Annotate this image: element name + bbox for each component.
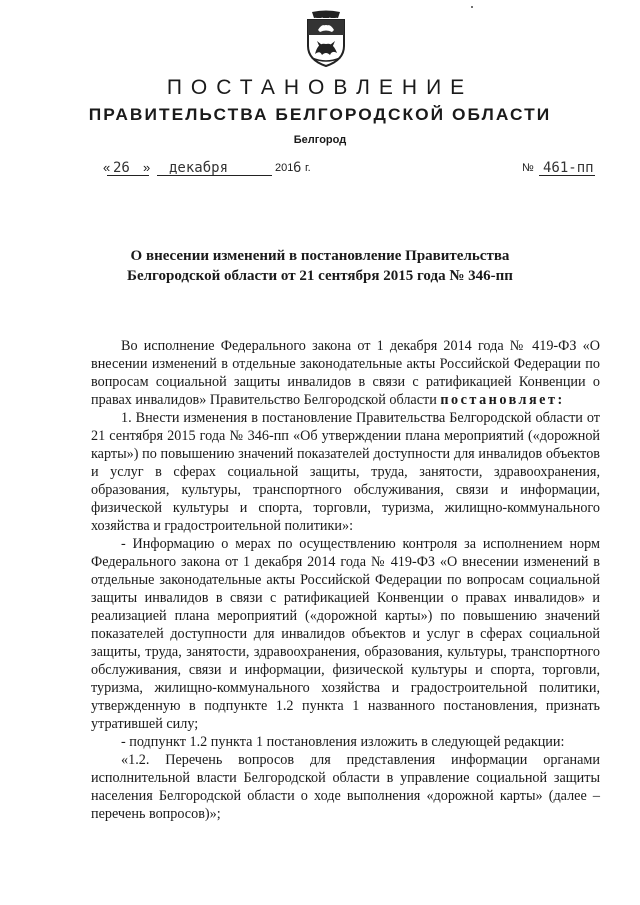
date-year-suffix: г. (305, 162, 311, 174)
organization-heading: ПРАВИТЕЛЬСТВА БЕЛГОРОДСКОЙ ОБЛАСТИ (88, 105, 552, 124)
date-year-prefix: 201 (275, 162, 294, 174)
day-close-quote: » (143, 160, 151, 175)
paragraph-subitem-edit: - подпункт 1.2 пункта 1 постановления изложить в следующей редакции: (121, 734, 565, 750)
date-month: декабря (169, 160, 229, 176)
date-number-row (103, 160, 597, 182)
month-underline (157, 160, 272, 176)
scan-speck (471, 6, 473, 8)
date-day: 26 (113, 160, 130, 176)
resolves-word: постановляет: (440, 392, 565, 408)
title-line-1: О внесении изменений в постановление Правительства (130, 248, 510, 264)
city-label: Белгород (293, 134, 347, 146)
title-line-2: Белгородской области от 21 сентября 2015 года № 346-пп (127, 268, 513, 284)
paragraph-preamble (91, 337, 600, 409)
day-open-quote: « (103, 160, 111, 175)
number-underline (539, 160, 595, 176)
document-number: 461-пп (543, 160, 594, 176)
coat-of-arms-emblem (302, 8, 350, 70)
paragraph-subitem-1-2: «1.2. Перечень вопросов для представления информации органами исполнительной власти Белгородской области в управление социальной защиты населения Белгородской области о ходе выполнения «дорожной карты» (далее – перечень вопросов)»; (91, 752, 600, 822)
document-type-heading: ПОСТАНОВЛЕНИЕ (166, 76, 474, 99)
date-year-digit: 6 (293, 160, 302, 176)
document-body (91, 337, 600, 823)
paragraph-repeal: - Информацию о мерах по осуществлению контроля за исполнением норм Федерального закона от 1 декабря 2014 года № 419-ФЗ «О внесении изменений в отдельные законодательные акты Российской Федерации по вопросам социальной защиты инвалидов в связи с ратификацией Конвенции о правах инвалидов» и реализацией плана мероприятий («дорожной карты») по повышению значений показателей доступности для инвалидов объектов и услуг в сферах социальной защиты, труда, занятости, здравоохранения, образования, культуры, транспортного обслуживания, связи и информации, физической культуры и спорта, торговли, туризма, жилищно-коммунального хозяйства и градостроительной политики, утвержденную в подпункте 1.2 пункта 1 названного постановления, признать утратившей силу; (91, 536, 600, 732)
document-title (60, 246, 580, 286)
day-underline (107, 160, 149, 176)
paragraph-item-1: 1. Внести изменения в постановление Правительства Белгородской области от 21 сентября 2015 года № 346-пп «Об утверждении плана мероприятий («дорожной карты») по повышению значений показателей доступности для инвалидов объектов и услуг в сферах социальной защиты, труда, занятости, здравоохранения, образования, культуры, транспортного обслуживания, связи и информации, физической культуры и спорта, торговли, туризма, жилищно-коммунального хозяйства и градостроительной политики»: (91, 410, 600, 534)
preamble-text: Во исполнение Федерального закона от 1 декабря 2014 года № 419-ФЗ «О внесении изменений в отдельные законодательные акты Российской Федерации по вопросам социальной защиты инвалидов в связи с ратификацией Конвенции о правах инвалидов» Правительство Белгородской области (91, 338, 600, 408)
number-label: № (522, 162, 534, 174)
